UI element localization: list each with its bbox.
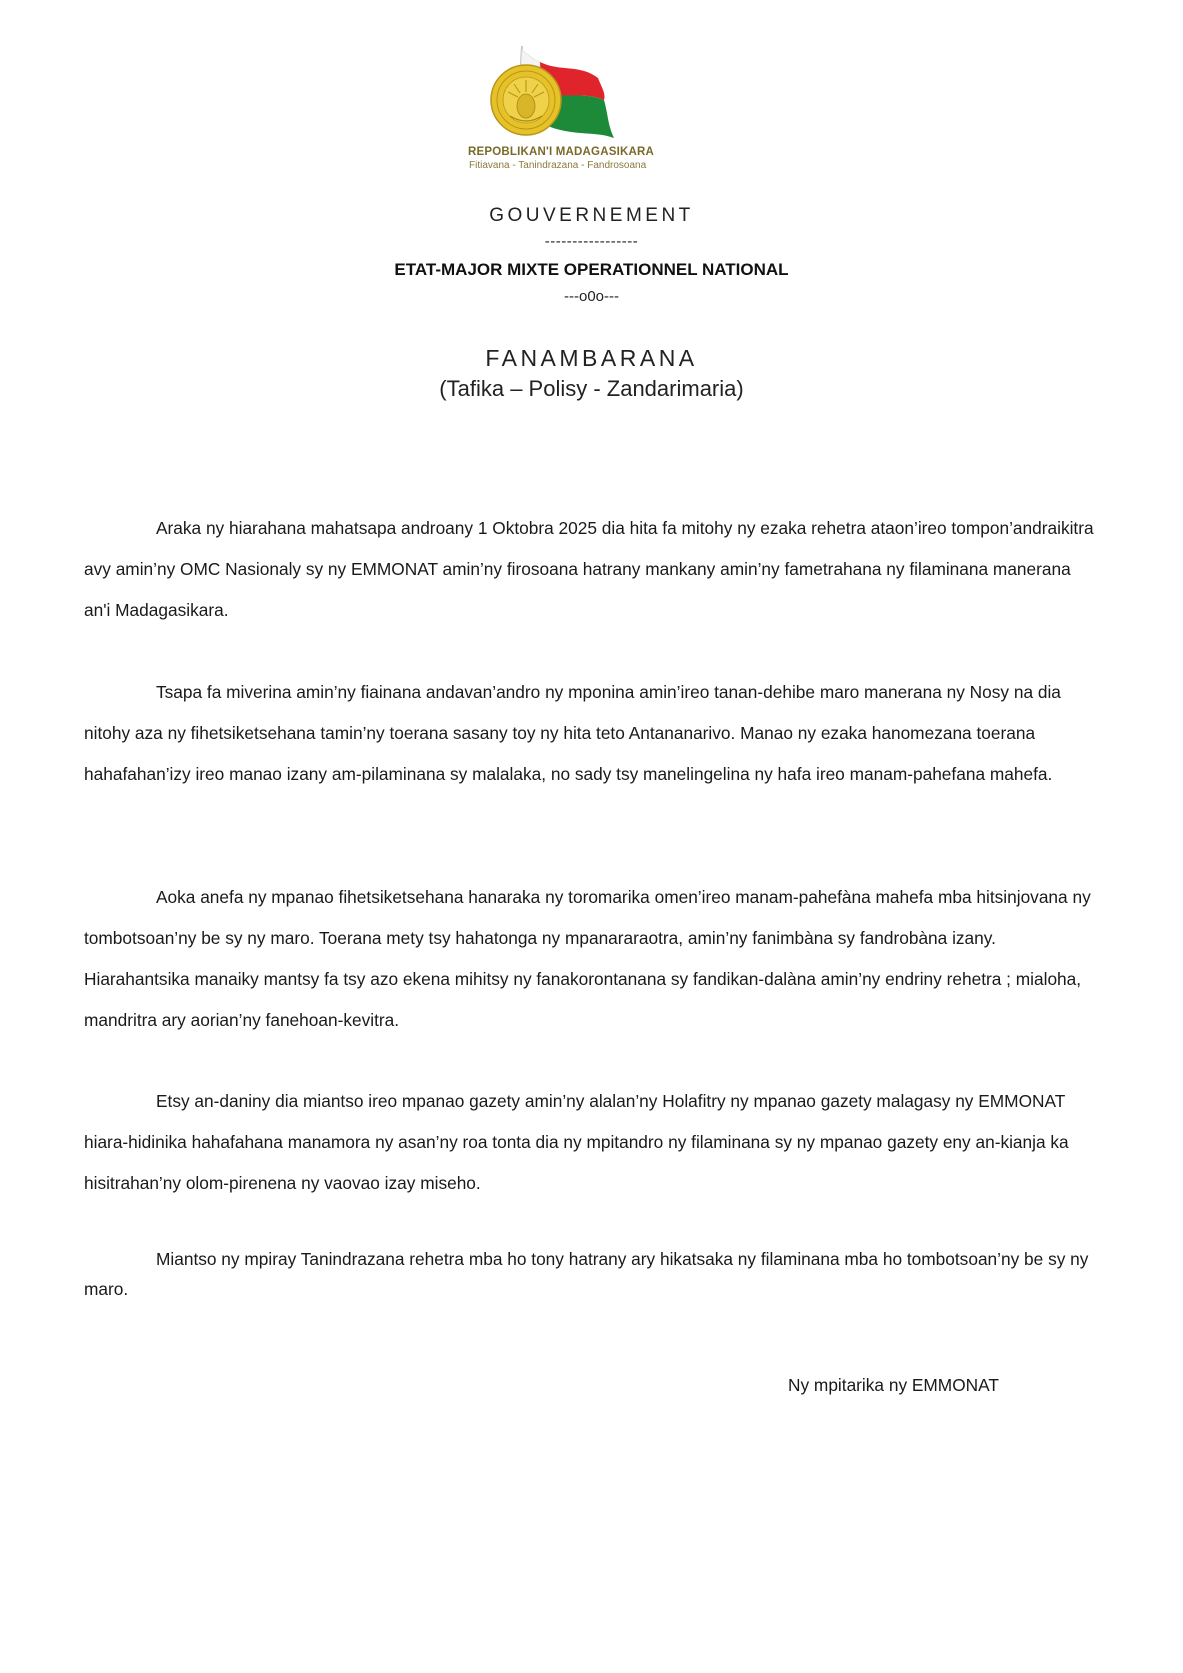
signature: Ny mpitarika ny EMMONAT bbox=[788, 1375, 999, 1395]
emblem-title: REPOBLIKAN'I MADAGASIKARA bbox=[468, 146, 654, 158]
paragraph-4-text: Etsy an-daniny dia miantso ireo mpanao gazety amin’ny alalan’ny Holafitry ny mpanao gazety malagasy ny EMMONAT hiara-hidinika hahafahana manamora ny asan’ny roa tonta dia ny mpitandro ny filaminana sy ny mpanao gazety eny an-kianja ka hisitrahan’ny olom-pirenena ny vaovao izay miseho. bbox=[84, 1091, 1069, 1193]
seal-and-flag-icon bbox=[468, 42, 668, 152]
paragraph-4 bbox=[84, 1081, 1100, 1204]
document-title: FANAMBARANA bbox=[485, 345, 698, 371]
paragraph-3-text: Aoka anefa ny mpanao fihetsiketsehana hanaraka ny toromarika omen’ireo manam-pahefàna mahefa mba hitsinjovana ny tombotsoan’ny be sy ny maro. Toerana mety tsy hahatonga ny mpanararaotra, amin’ny fanimbàna sy fandrobàna izany. Hiarahantsika manaiky mantsy fa tsy azo ekena mihitsy ny fanakorontanana sy fandikan-dalàna amin’ny endriny rehetra ; mialoha, mandritra ary aorian’ny fanehoan-kevitra. bbox=[84, 887, 1091, 1030]
paragraph-1 bbox=[84, 508, 1100, 631]
paragraph-3 bbox=[84, 877, 1100, 1041]
paragraph-1-text: Araka ny hiarahana mahatsapa androany 1 Oktobra 2025 dia hita fa mitohy ny ezaka rehetra ataon’ireo tompon’andraikitra avy amin’ny OMC Nasionaly sy ny EMMONAT amin’ny firosoana hatrany mankany amin’ny fametrahana ny filaminana manerana an'i Madagasikara. bbox=[84, 518, 1094, 620]
heading-divider: ----------------- bbox=[544, 233, 639, 250]
paragraph-2-text: Tsapa fa miverina amin’ny fiainana andavan’andro ny mponina amin’ireo tanan-dehibe maro manerana ny Nosy na dia nitohy aza ny fihetsiketsehana tamin’ny toerana sasany toy ny hita teto Antananarivo. Manao ny ezaka hanomezana toerana hahafahan’izy ireo manao izany am-pilaminana sy malalaka, no sady tsy manelingelina ny hafa ireo manam-pahefana mahefa. bbox=[84, 682, 1061, 784]
republic-emblem bbox=[468, 42, 728, 182]
document-subtitle: (Tafika – Polisy - Zandarimaria) bbox=[439, 376, 744, 401]
paragraph-5-text: Miantso ny mpiray Tanindrazana rehetra mba ho tony hatrany ary hikatsaka ny filaminana mba ho tombotsoan’ny be sy ny maro. bbox=[84, 1249, 1089, 1299]
etat-major-heading: ETAT-MAJOR MIXTE OPERATIONNEL NATIONAL bbox=[394, 260, 789, 279]
government-heading: GOUVERNEMENT bbox=[489, 205, 694, 226]
emblem-motto: Fitiavana - Tanindrazana - Fandrosoana bbox=[469, 160, 647, 171]
paragraph-2 bbox=[84, 672, 1100, 795]
paragraph-5 bbox=[84, 1244, 1100, 1304]
heading-separator: ---o0o--- bbox=[564, 288, 619, 305]
